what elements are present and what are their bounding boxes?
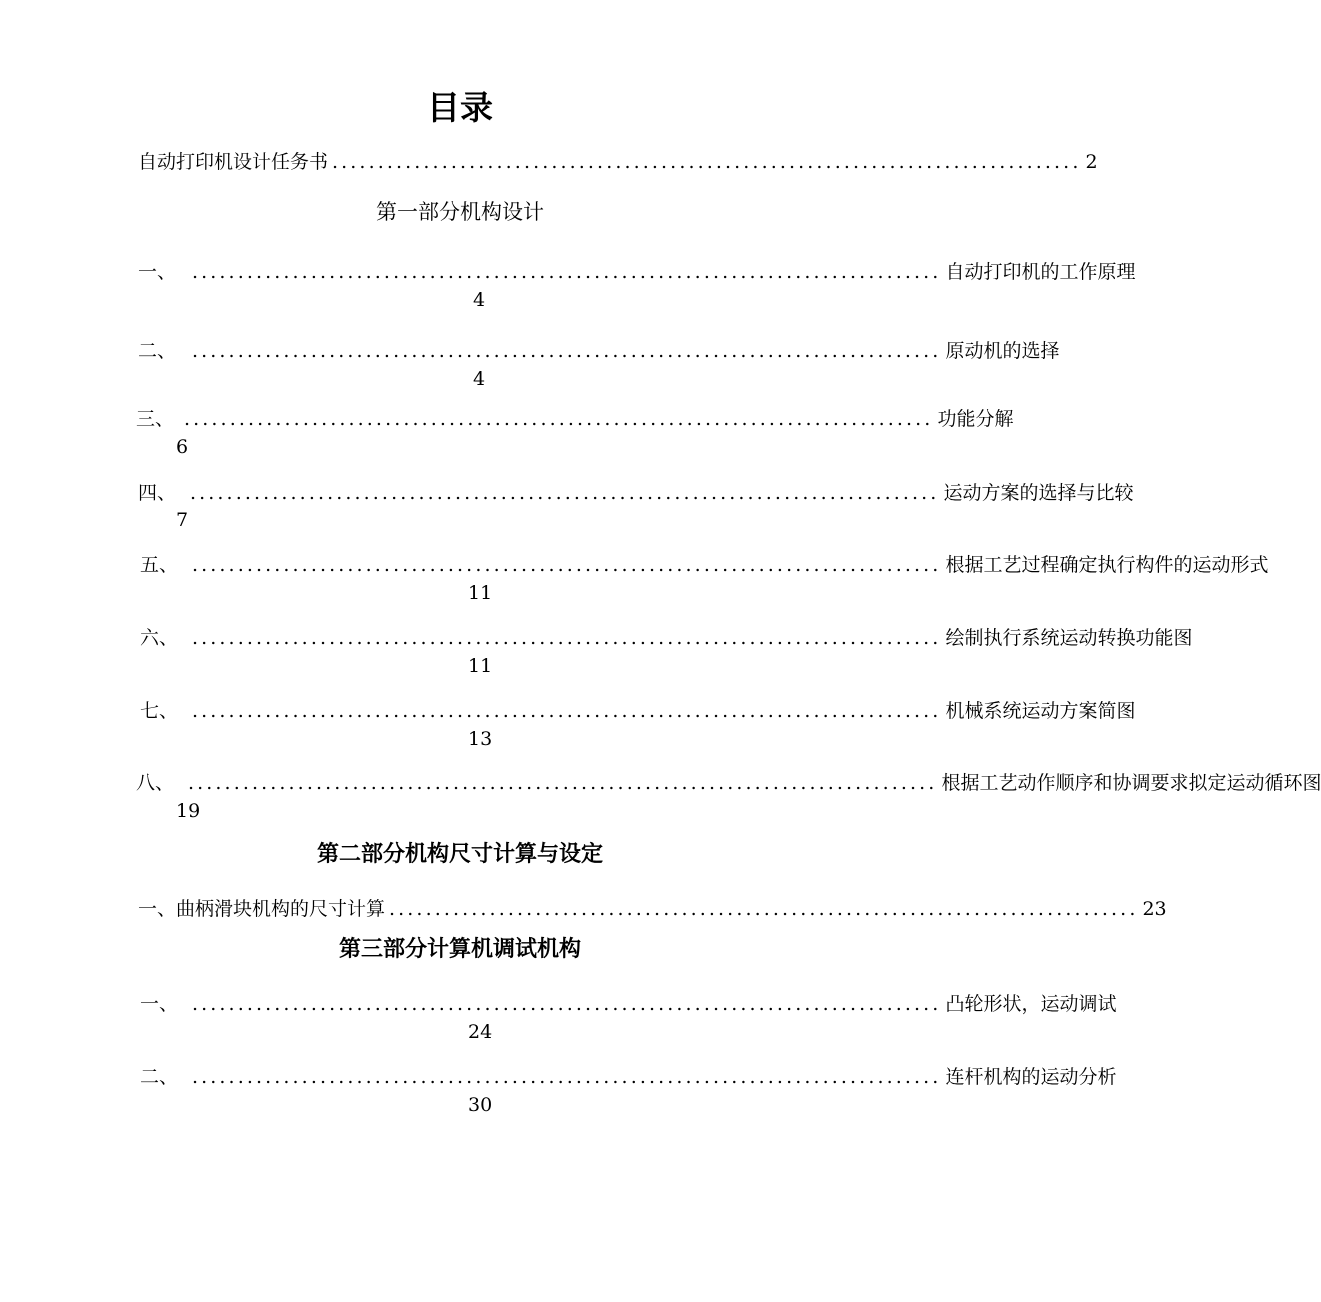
toc-entry-page: 6: [176, 436, 189, 458]
toc-entry-number: 二、: [138, 340, 177, 362]
toc-entry-number: 七、: [140, 700, 179, 722]
toc-entry-text: 自动打印机设计任务书: [138, 151, 329, 173]
toc-entry-number: 四、: [138, 482, 177, 504]
toc-entry-page: 13: [468, 728, 493, 750]
toc-entry-number: 一、: [140, 993, 179, 1015]
toc-entry-text: 绘制执行系统运动转换功能图: [945, 627, 1193, 649]
leader-dots: ..................................................................................: [184, 408, 934, 430]
toc-entry-text: 根据工艺动作顺序和协调要求拟定运动循环图: [941, 772, 1321, 794]
toc-entry-p1-1[interactable]: [138, 258, 1136, 286]
leader-dots: ..................................................................................: [190, 482, 940, 504]
toc-entry-text: 连杆机构的运动分析: [945, 1066, 1117, 1088]
toc-entry-number: 六、: [140, 627, 179, 649]
toc-entry-p1-7[interactable]: [140, 697, 1136, 725]
leader-dots: ..................................................................................: [192, 1066, 942, 1088]
toc-entry-text: 原动机的选择: [945, 340, 1060, 362]
toc-entry-page: 7: [176, 509, 189, 531]
leader-dots: ..................................................................................: [332, 151, 1082, 173]
toc-entry-number: 五、: [140, 554, 179, 576]
toc-entry-page: 4: [473, 368, 486, 390]
toc-entry-p1-6[interactable]: [140, 624, 1193, 652]
toc-entry-number: 八、: [136, 772, 175, 794]
toc-entry-page: 4: [473, 289, 486, 311]
toc-entry-text: 运动方案的选择与比较: [943, 482, 1134, 504]
toc-entry-p1-4[interactable]: [138, 479, 1134, 507]
toc-entry-p1-8[interactable]: [136, 769, 1321, 797]
leader-dots: ..................................................................................: [192, 627, 942, 649]
toc-entry-p3-1[interactable]: [140, 990, 1117, 1018]
toc-entry-text: 自动打印机的工作原理: [945, 261, 1136, 283]
toc-entry-page: 11: [468, 655, 493, 677]
toc-entry-text: 凸轮形状，运动调试: [945, 993, 1117, 1015]
toc-entry-page: 11: [468, 582, 493, 604]
toc-entry-page: 30: [468, 1094, 493, 1116]
toc-entry-page: 2: [1085, 151, 1098, 173]
leader-dots: ..................................................................................: [192, 700, 942, 722]
leader-dots: ..................................................................................: [192, 340, 942, 362]
toc-title: 目录: [427, 88, 493, 127]
toc-entry-text: 机械系统运动方案简图: [945, 700, 1136, 722]
leader-dots: ..................................................................................: [192, 554, 942, 576]
toc-entry-page: 23: [1142, 898, 1167, 920]
toc-entry-p2-1[interactable]: [138, 895, 1167, 923]
leader-dots: ..................................................................................: [192, 261, 942, 283]
toc-entry-number: 三、: [136, 408, 175, 430]
toc-entry-task-book[interactable]: [138, 148, 1098, 176]
leader-dots: ..................................................................................: [389, 898, 1139, 920]
part1-heading: 第一部分机构设计: [376, 200, 544, 224]
toc-entry-p1-5[interactable]: [140, 551, 1269, 579]
toc-entry-text: 一、曲柄滑块机构的尺寸计算: [138, 898, 386, 920]
leader-dots: ..................................................................................: [188, 772, 938, 794]
part3-heading: 第三部分计算机调试机构: [338, 936, 581, 962]
toc-entry-p1-2[interactable]: [138, 337, 1060, 365]
toc-entry-p3-2[interactable]: [140, 1063, 1117, 1091]
toc-entry-text: 根据工艺过程确定执行构件的运动形式: [945, 554, 1269, 576]
toc-entry-p1-3[interactable]: [136, 405, 1014, 433]
toc-entry-page: 24: [468, 1021, 493, 1043]
leader-dots: ..................................................................................: [192, 993, 942, 1015]
toc-entry-number: 二、: [140, 1066, 179, 1088]
toc-entry-text: 功能分解: [937, 408, 1014, 430]
toc-entry-number: 一、: [138, 261, 177, 283]
toc-entry-page: 19: [176, 800, 201, 822]
part2-heading: 第二部分机构尺寸计算与设定: [316, 841, 603, 867]
